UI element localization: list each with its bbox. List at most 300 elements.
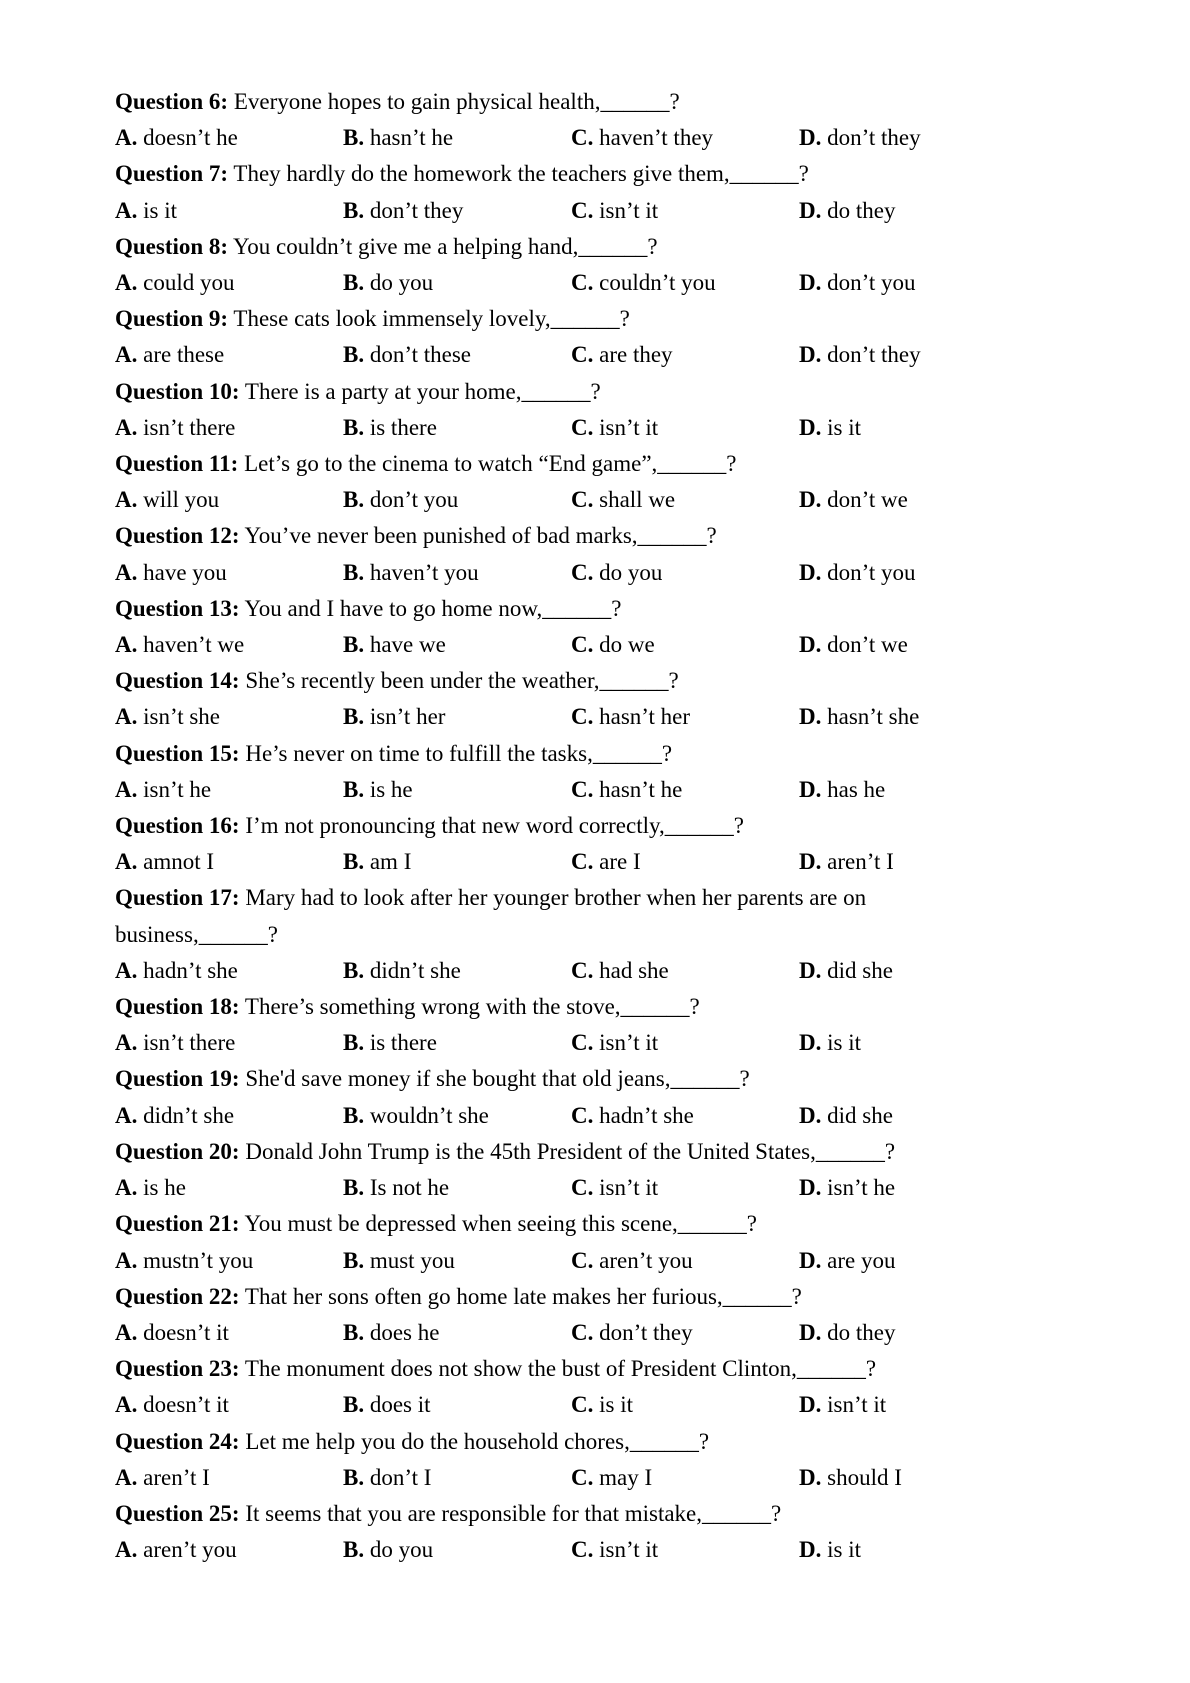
option-text: isn’t there bbox=[137, 414, 236, 440]
option-text: don’t they bbox=[593, 1319, 693, 1345]
option-text: will you bbox=[137, 487, 220, 513]
option-text: mustn’t you bbox=[137, 1247, 254, 1273]
question-line bbox=[115, 1351, 1075, 1387]
option-text: don’t you bbox=[821, 270, 916, 296]
answer-options bbox=[115, 1170, 1075, 1206]
option-letter: C. bbox=[571, 197, 594, 223]
option-letter: D. bbox=[799, 704, 822, 730]
answer-option bbox=[343, 1243, 571, 1279]
option-text: is it bbox=[821, 414, 861, 440]
question-text: They hardly do the homework the teachers give them,______? bbox=[228, 161, 809, 187]
option-text: are they bbox=[593, 342, 673, 368]
option-letter: D. bbox=[799, 632, 822, 658]
option-letter: A. bbox=[115, 1030, 138, 1056]
option-text: hasn’t she bbox=[821, 704, 920, 730]
question-block bbox=[115, 84, 1075, 156]
answer-option bbox=[115, 1170, 343, 1206]
answer-option bbox=[571, 555, 799, 591]
question-block bbox=[115, 808, 1075, 880]
option-letter: A. bbox=[115, 487, 138, 513]
option-text: are these bbox=[137, 342, 225, 368]
answer-option bbox=[571, 1170, 799, 1206]
option-letter: B. bbox=[343, 1247, 365, 1273]
option-letter: B. bbox=[343, 1030, 365, 1056]
option-text: isn’t there bbox=[137, 1030, 236, 1056]
option-text: don’t they bbox=[821, 125, 921, 151]
answer-options bbox=[115, 1243, 1075, 1279]
answer-option bbox=[799, 410, 1027, 446]
option-letter: D. bbox=[799, 849, 822, 875]
answer-option bbox=[115, 1243, 343, 1279]
option-letter: C. bbox=[571, 1537, 594, 1563]
option-letter: A. bbox=[115, 559, 138, 585]
option-letter: D. bbox=[799, 342, 822, 368]
option-text: don’t you bbox=[821, 559, 916, 585]
answer-option bbox=[571, 1460, 799, 1496]
question-label: Question 23: bbox=[115, 1356, 240, 1382]
question-text: Everyone hopes to gain physical health,______? bbox=[228, 89, 680, 114]
option-letter: A. bbox=[115, 704, 138, 730]
option-letter: B. bbox=[343, 1102, 365, 1128]
question-block bbox=[115, 663, 1075, 735]
answer-options bbox=[115, 265, 1075, 301]
answer-option bbox=[571, 193, 799, 229]
option-text: may I bbox=[593, 1464, 653, 1490]
option-text: do they bbox=[821, 1319, 896, 1345]
question-text: You couldn’t give me a helping hand,______? bbox=[228, 233, 658, 259]
option-text: don’t we bbox=[821, 632, 908, 658]
answer-option bbox=[115, 1387, 343, 1423]
question-block bbox=[115, 301, 1075, 373]
option-letter: B. bbox=[343, 1175, 365, 1201]
question-label: Question 16: bbox=[115, 813, 240, 839]
question-text: Donald John Trump is the 45th President of the United States,______? bbox=[239, 1138, 896, 1164]
option-text: don’t I bbox=[364, 1464, 432, 1490]
answer-options bbox=[115, 1387, 1075, 1423]
option-text: isn’t it bbox=[593, 1175, 659, 1201]
option-text: did she bbox=[821, 1102, 893, 1128]
option-letter: B. bbox=[343, 1392, 365, 1418]
answer-option bbox=[571, 337, 799, 373]
option-letter: D. bbox=[799, 776, 822, 802]
option-text: is it bbox=[137, 197, 177, 223]
answer-option bbox=[343, 1098, 571, 1134]
answer-option bbox=[571, 772, 799, 808]
question-line bbox=[115, 1279, 1075, 1315]
question-line bbox=[115, 229, 1075, 265]
question-line bbox=[115, 808, 1075, 844]
option-letter: C. bbox=[571, 849, 594, 875]
option-letter: C. bbox=[571, 1247, 594, 1273]
option-text: had she bbox=[593, 957, 669, 983]
option-text: Is not he bbox=[364, 1175, 450, 1201]
answer-option bbox=[799, 1460, 1027, 1496]
answer-option bbox=[115, 120, 343, 156]
answer-option bbox=[115, 844, 343, 880]
option-text: aren’t I bbox=[821, 849, 894, 875]
question-label: Question 24: bbox=[115, 1428, 240, 1454]
option-letter: A. bbox=[115, 1102, 138, 1128]
question-label: Question 20: bbox=[115, 1138, 240, 1164]
answer-option bbox=[343, 1315, 571, 1351]
question-block bbox=[115, 1351, 1075, 1423]
option-letter: B. bbox=[343, 414, 365, 440]
option-text: shall we bbox=[593, 487, 676, 513]
question-text: There’s something wrong with the stove,______? bbox=[239, 994, 700, 1020]
option-text: hadn’t she bbox=[593, 1102, 694, 1128]
answer-option bbox=[571, 1387, 799, 1423]
question-block bbox=[115, 989, 1075, 1061]
answer-option bbox=[343, 844, 571, 880]
answer-option bbox=[115, 953, 343, 989]
answer-option bbox=[115, 265, 343, 301]
option-letter: B. bbox=[343, 342, 365, 368]
option-letter: B. bbox=[343, 704, 365, 730]
option-text: aren’t you bbox=[593, 1247, 693, 1273]
option-text: does it bbox=[364, 1392, 431, 1418]
question-text: There is a party at your home,______? bbox=[239, 378, 601, 404]
option-letter: C. bbox=[571, 342, 594, 368]
option-text: don’t they bbox=[364, 197, 464, 223]
question-text: The monument does not show the bust of President Clinton,______? bbox=[239, 1356, 877, 1382]
option-letter: D. bbox=[799, 1175, 822, 1201]
question-line bbox=[115, 374, 1075, 410]
option-letter: B. bbox=[343, 957, 365, 983]
option-text: isn’t it bbox=[593, 1537, 659, 1563]
option-text: didn’t she bbox=[364, 957, 461, 983]
question-text: He’s never on time to fulfill the tasks,______? bbox=[239, 740, 673, 766]
answer-option bbox=[343, 699, 571, 735]
question-label: Question 8: bbox=[115, 233, 229, 259]
option-letter: A. bbox=[115, 1247, 138, 1273]
answer-options bbox=[115, 1532, 1075, 1568]
answer-options bbox=[115, 482, 1075, 518]
answer-option bbox=[343, 953, 571, 989]
option-text: have we bbox=[364, 632, 446, 658]
option-letter: A. bbox=[115, 776, 138, 802]
answer-option bbox=[799, 1098, 1027, 1134]
question-block bbox=[115, 1496, 1075, 1568]
option-text: hadn’t she bbox=[137, 957, 238, 983]
question-block bbox=[115, 1206, 1075, 1278]
answer-option bbox=[343, 1532, 571, 1568]
answer-option bbox=[115, 410, 343, 446]
option-text: wouldn’t she bbox=[364, 1102, 489, 1128]
option-letter: D. bbox=[799, 197, 822, 223]
answer-option bbox=[799, 844, 1027, 880]
answer-option bbox=[571, 410, 799, 446]
option-text: aren’t I bbox=[137, 1464, 210, 1490]
question-line bbox=[115, 591, 1075, 627]
option-text: is there bbox=[364, 414, 437, 440]
answer-option bbox=[799, 772, 1027, 808]
answer-option bbox=[571, 627, 799, 663]
option-letter: A. bbox=[115, 849, 138, 875]
question-line bbox=[115, 84, 1075, 120]
option-text: don’t we bbox=[821, 487, 908, 513]
question-line bbox=[115, 663, 1075, 699]
question-text: You and I have to go home now,______? bbox=[239, 595, 622, 621]
question-block bbox=[115, 518, 1075, 590]
question-line bbox=[115, 1134, 1075, 1170]
option-text: isn’t it bbox=[593, 1030, 659, 1056]
option-text: did she bbox=[821, 957, 893, 983]
answer-option bbox=[343, 410, 571, 446]
question-text: She'd save money if she bought that old jeans,______? bbox=[239, 1066, 750, 1092]
question-text: Let me help you do the household chores,______? bbox=[239, 1428, 710, 1454]
option-letter: A. bbox=[115, 1319, 138, 1345]
option-letter: A. bbox=[115, 197, 138, 223]
answer-option bbox=[343, 1387, 571, 1423]
option-letter: D. bbox=[799, 1392, 822, 1418]
option-text: is it bbox=[821, 1537, 861, 1563]
answer-option bbox=[115, 1460, 343, 1496]
answer-option bbox=[343, 555, 571, 591]
option-letter: C. bbox=[571, 1464, 594, 1490]
option-text: is it bbox=[821, 1030, 861, 1056]
question-label: Question 17: bbox=[115, 885, 240, 911]
option-letter: C. bbox=[571, 1175, 594, 1201]
option-letter: C. bbox=[571, 1102, 594, 1128]
option-text: isn’t it bbox=[593, 414, 659, 440]
question-line bbox=[115, 156, 1075, 192]
question-text: I’m not pronouncing that new word correctly,______? bbox=[239, 813, 744, 839]
option-text: couldn’t you bbox=[593, 270, 716, 296]
option-letter: D. bbox=[799, 487, 822, 513]
option-text: hasn’t he bbox=[364, 125, 454, 151]
answer-option bbox=[115, 1315, 343, 1351]
question-block bbox=[115, 1061, 1075, 1133]
answer-option bbox=[343, 627, 571, 663]
question-label: Question 18: bbox=[115, 994, 240, 1020]
option-text: hasn’t her bbox=[593, 704, 691, 730]
question-label: Question 21: bbox=[115, 1211, 240, 1237]
option-letter: C. bbox=[571, 125, 594, 151]
question-label: Question 10: bbox=[115, 378, 240, 404]
question-text: That her sons often go home late makes her furious,______? bbox=[239, 1283, 802, 1309]
answer-options bbox=[115, 1025, 1075, 1061]
answer-option bbox=[799, 1243, 1027, 1279]
option-letter: B. bbox=[343, 632, 365, 658]
answer-option bbox=[115, 337, 343, 373]
option-text: are you bbox=[821, 1247, 896, 1273]
option-letter: A. bbox=[115, 270, 138, 296]
option-letter: D. bbox=[799, 1319, 822, 1345]
option-letter: A. bbox=[115, 957, 138, 983]
question-label: Question 25: bbox=[115, 1500, 240, 1526]
question-text: Let’s go to the cinema to watch “End game”,______? bbox=[238, 451, 737, 477]
answer-option bbox=[571, 1098, 799, 1134]
answer-options bbox=[115, 1315, 1075, 1351]
answer-options bbox=[115, 193, 1075, 229]
option-letter: A. bbox=[115, 1392, 138, 1418]
question-label: Question 11: bbox=[115, 451, 239, 477]
option-text: haven’t we bbox=[137, 632, 245, 658]
option-text: don’t you bbox=[364, 487, 459, 513]
option-letter: D. bbox=[799, 414, 822, 440]
option-text: doesn’t it bbox=[137, 1319, 229, 1345]
option-text: do they bbox=[821, 197, 896, 223]
question-line bbox=[115, 880, 955, 952]
option-letter: D. bbox=[799, 270, 822, 296]
question-text: You’ve never been punished of bad marks,______? bbox=[239, 523, 717, 549]
answer-option bbox=[115, 627, 343, 663]
option-letter: B. bbox=[343, 776, 365, 802]
option-text: isn’t it bbox=[593, 197, 659, 223]
option-letter: C. bbox=[571, 559, 594, 585]
question-label: Question 12: bbox=[115, 523, 240, 549]
option-text: am I bbox=[364, 849, 412, 875]
option-letter: C. bbox=[571, 1030, 594, 1056]
answer-option bbox=[343, 1460, 571, 1496]
option-text: has he bbox=[821, 776, 886, 802]
option-text: haven’t you bbox=[364, 559, 479, 585]
question-line bbox=[115, 1061, 1075, 1097]
option-letter: B. bbox=[343, 1537, 365, 1563]
answer-option bbox=[799, 1532, 1027, 1568]
question-label: Question 22: bbox=[115, 1283, 240, 1309]
answer-option bbox=[343, 772, 571, 808]
option-letter: D. bbox=[799, 1464, 822, 1490]
answer-option bbox=[799, 193, 1027, 229]
option-text: aren’t you bbox=[137, 1537, 237, 1563]
option-text: do you bbox=[593, 559, 663, 585]
question-block bbox=[115, 591, 1075, 663]
option-text: could you bbox=[137, 270, 235, 296]
option-letter: C. bbox=[571, 704, 594, 730]
document-page bbox=[115, 84, 1075, 1568]
option-text: didn’t she bbox=[137, 1102, 235, 1128]
answer-option bbox=[343, 265, 571, 301]
answer-options bbox=[115, 953, 1075, 989]
option-text: amnot I bbox=[137, 849, 215, 875]
question-block bbox=[115, 880, 1075, 989]
question-block bbox=[115, 446, 1075, 518]
question-text: She’s recently been under the weather,______? bbox=[239, 668, 679, 694]
answer-options bbox=[115, 699, 1075, 735]
answer-option bbox=[571, 1315, 799, 1351]
option-letter: D. bbox=[799, 1537, 822, 1563]
option-letter: C. bbox=[571, 957, 594, 983]
option-letter: B. bbox=[343, 270, 365, 296]
question-block bbox=[115, 156, 1075, 228]
option-letter: D. bbox=[799, 1247, 822, 1273]
option-text: isn’t he bbox=[821, 1175, 896, 1201]
question-text: Mary had to look after her younger brother when her parents are on business,______? bbox=[115, 885, 867, 947]
option-letter: B. bbox=[343, 197, 365, 223]
answer-option bbox=[343, 1170, 571, 1206]
option-text: is there bbox=[364, 1030, 437, 1056]
option-letter: A. bbox=[115, 342, 138, 368]
option-letter: C. bbox=[571, 632, 594, 658]
question-block bbox=[115, 374, 1075, 446]
option-letter: A. bbox=[115, 1464, 138, 1490]
option-letter: D. bbox=[799, 957, 822, 983]
option-letter: B. bbox=[343, 1319, 365, 1345]
option-text: isn’t her bbox=[364, 704, 446, 730]
answer-option bbox=[115, 772, 343, 808]
question-line bbox=[115, 1496, 1075, 1532]
answer-options bbox=[115, 627, 1075, 663]
option-text: doesn’t he bbox=[137, 125, 238, 151]
answer-options bbox=[115, 120, 1075, 156]
answer-options bbox=[115, 555, 1075, 591]
option-letter: B. bbox=[343, 849, 365, 875]
option-letter: D. bbox=[799, 1030, 822, 1056]
option-letter: B. bbox=[343, 125, 365, 151]
option-text: is it bbox=[593, 1392, 633, 1418]
option-text: have you bbox=[137, 559, 227, 585]
question-block bbox=[115, 736, 1075, 808]
question-label: Question 19: bbox=[115, 1066, 240, 1092]
question-label: Question 7: bbox=[115, 161, 229, 187]
answer-options bbox=[115, 1098, 1075, 1134]
answer-option bbox=[799, 1315, 1027, 1351]
answer-option bbox=[115, 555, 343, 591]
option-letter: C. bbox=[571, 414, 594, 440]
option-letter: D. bbox=[799, 125, 822, 151]
answer-option bbox=[343, 482, 571, 518]
option-text: don’t they bbox=[821, 342, 921, 368]
option-text: should I bbox=[821, 1464, 902, 1490]
answer-option bbox=[799, 265, 1027, 301]
question-line bbox=[115, 736, 1075, 772]
answer-option bbox=[571, 1532, 799, 1568]
option-text: do you bbox=[364, 1537, 434, 1563]
answer-option bbox=[571, 1243, 799, 1279]
option-letter: C. bbox=[571, 270, 594, 296]
answer-option bbox=[571, 265, 799, 301]
answer-options bbox=[115, 772, 1075, 808]
answer-option bbox=[343, 337, 571, 373]
answer-option bbox=[115, 1532, 343, 1568]
option-text: isn’t it bbox=[821, 1392, 887, 1418]
answer-option bbox=[571, 953, 799, 989]
question-block bbox=[115, 1279, 1075, 1351]
question-label: Question 14: bbox=[115, 668, 240, 694]
question-block bbox=[115, 1134, 1075, 1206]
option-letter: C. bbox=[571, 776, 594, 802]
option-text: hasn’t he bbox=[593, 776, 683, 802]
answer-option bbox=[799, 699, 1027, 735]
option-text: must you bbox=[364, 1247, 455, 1273]
question-label: Question 13: bbox=[115, 595, 240, 621]
answer-option bbox=[343, 193, 571, 229]
option-text: is he bbox=[137, 1175, 186, 1201]
answer-option bbox=[799, 555, 1027, 591]
answer-option bbox=[799, 953, 1027, 989]
option-letter: B. bbox=[343, 487, 365, 513]
answer-option bbox=[343, 1025, 571, 1061]
question-line bbox=[115, 446, 1075, 482]
option-text: is he bbox=[364, 776, 413, 802]
answer-option bbox=[799, 1025, 1027, 1061]
option-letter: A. bbox=[115, 632, 138, 658]
answer-options bbox=[115, 844, 1075, 880]
option-text: does he bbox=[364, 1319, 440, 1345]
question-line bbox=[115, 989, 1075, 1025]
question-text: It seems that you are responsible for that mistake,______? bbox=[239, 1500, 782, 1526]
question-block bbox=[115, 229, 1075, 301]
answer-option bbox=[799, 1387, 1027, 1423]
option-text: isn’t she bbox=[137, 704, 221, 730]
answer-options bbox=[115, 337, 1075, 373]
question-block bbox=[115, 1424, 1075, 1496]
question-line bbox=[115, 1424, 1075, 1460]
question-label: Question 6: bbox=[115, 89, 229, 114]
option-letter: A. bbox=[115, 1537, 138, 1563]
question-line bbox=[115, 518, 1075, 554]
